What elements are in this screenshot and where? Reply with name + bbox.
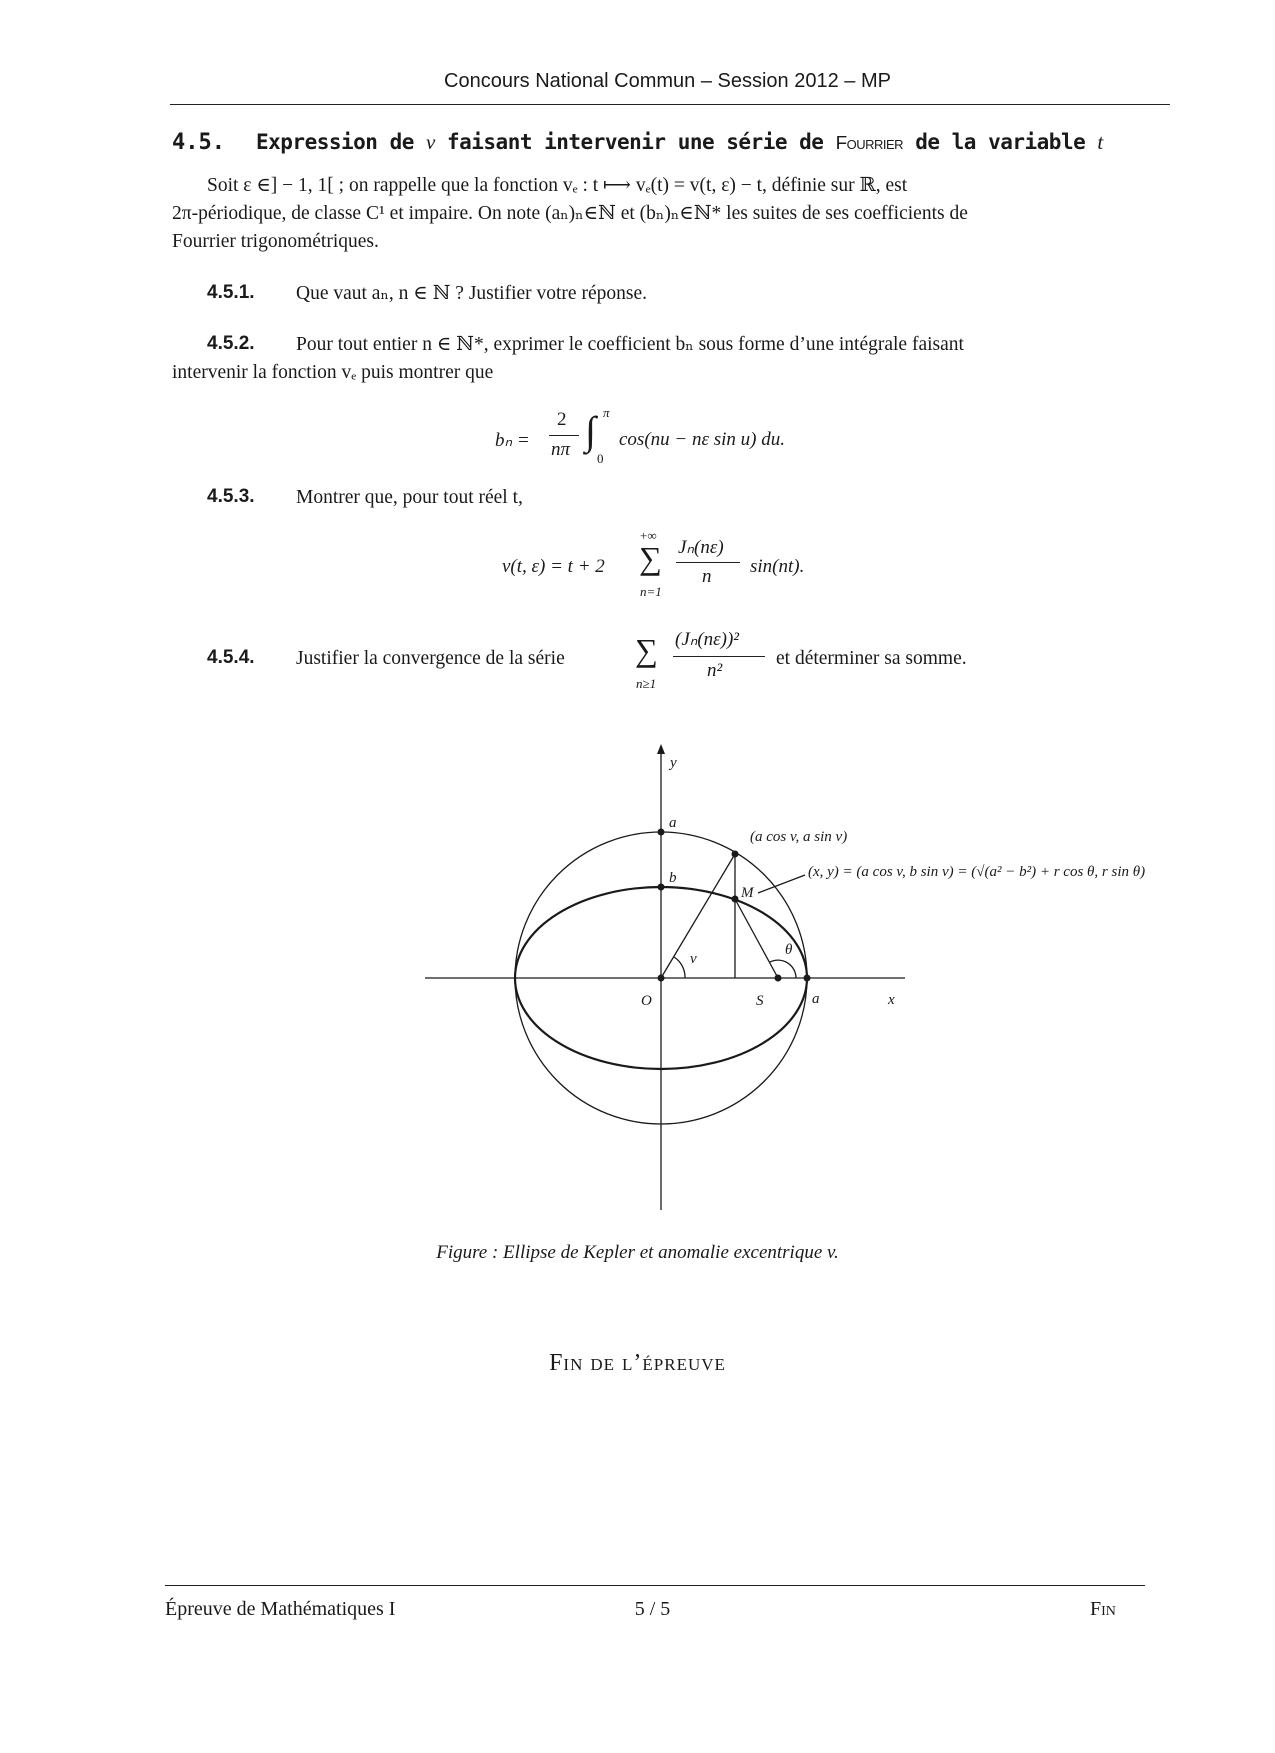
figure-caption: Figure : Ellipse de Kepler et anomalie excentrique v. (436, 1242, 839, 1263)
s-sum-bottom: n≥1 (636, 676, 657, 691)
label-xy: (x, y) = (a cos v, b sin v) = (√(a² − b²) + r cos θ, r sin θ) (808, 864, 1146, 880)
point-b (658, 884, 665, 891)
v-sum-bottom: n=1 (640, 584, 662, 599)
question-4-5-1-text: Que vaut aₙ, n ∈ ℕ ? Justifier votre réponse. (296, 283, 647, 304)
s-fraction-bar (673, 656, 765, 657)
point-focus-S (775, 975, 782, 982)
bn-fraction-num: 2 (557, 409, 567, 430)
s-fraction-den: n² (707, 660, 723, 681)
question-4-5-4-text-before: Justifier la convergence de la série (296, 648, 565, 669)
s-fraction-num: (Jₙ(nε))² (675, 629, 739, 650)
equation-series-sum (635, 620, 775, 696)
label-S: S (756, 993, 764, 1009)
integral-sign: ∫ (585, 408, 596, 453)
kepler-ellipse-figure (0, 740, 1275, 1220)
sum-sign: ∑ (639, 540, 662, 576)
label-a-top: a (669, 815, 677, 831)
angle-theta-arc (770, 960, 796, 978)
point-a-top (658, 829, 665, 836)
point-M (732, 896, 739, 903)
focus-to-M (735, 899, 778, 978)
footer-page-number: 5 / 5 (634, 1598, 671, 1620)
v-fraction-num: Jₙ(nε) (678, 537, 724, 558)
question-4-5-4-number: 4.5.4. (207, 647, 255, 668)
v-sum-top: +∞ (640, 528, 657, 543)
bn-fraction-den: nπ (551, 439, 571, 460)
label-x: x (888, 992, 895, 1008)
v-lhs: v(t, ε) = t + 2 (502, 556, 605, 577)
question-4-5-1-number: 4.5.1. (207, 282, 255, 303)
bn-lower-bound: 0 (597, 451, 604, 466)
sum-sign-2: ∑ (635, 632, 658, 668)
question-4-5-2-line-2: intervenir la fonction vₑ puis montrer que (172, 362, 494, 383)
bn-integrand: cos(nu − nε sin u) du. (619, 429, 785, 450)
v-tail: sin(nt). (750, 556, 805, 577)
footer-rule (165, 1585, 1145, 1586)
bn-upper-bound: π (603, 405, 610, 420)
label-a-right: a (812, 991, 820, 1007)
label-b: b (669, 870, 677, 886)
label-v: v (690, 951, 697, 967)
end-of-exam: Fin de l’épreuve (549, 1350, 726, 1376)
point-circle (732, 851, 739, 858)
label-theta: θ (785, 942, 793, 958)
footer-end-marker: Fin (1090, 1598, 1116, 1620)
question-4-5-4-text-after: et déterminer sa somme. (776, 648, 967, 669)
label-circle-point: (a cos v, a sin v) (750, 829, 848, 845)
running-header: Concours National Commun – Session 2012 – MP (444, 70, 891, 92)
bn-lhs: bₙ = (495, 430, 530, 451)
equation-bn (495, 405, 855, 475)
equation-v-series (502, 528, 862, 608)
point-a-right (804, 975, 811, 982)
intro-line-2: 2π-périodique, de classe C¹ et impaire. On note (aₙ)ₙ∈ℕ et (bₙ)ₙ∈ℕ* les suites de ses coefficients de (172, 203, 968, 224)
question-4-5-2-line-1: Pour tout entier n ∈ ℕ*, exprimer le coefficient bₙ sous forme d’une intégrale faisant (296, 334, 964, 355)
question-4-5-3-number: 4.5.3. (207, 486, 255, 507)
section-title: Expression de v faisant intervenir une série de Fourrier de la variable t (256, 130, 1103, 154)
label-y: y (670, 755, 677, 771)
section-number: 4.5. (172, 130, 225, 155)
point-origin (658, 975, 665, 982)
M-pointer-line (758, 875, 805, 893)
v-fraction-den: n (702, 566, 712, 587)
label-O: O (641, 993, 652, 1009)
intro-line-3: Fourrier trigonométriques. (172, 231, 379, 252)
bn-fraction-bar (549, 435, 579, 436)
v-fraction-bar (676, 562, 740, 563)
question-4-5-3-text: Montrer que, pour tout réel t, (296, 487, 523, 508)
angle-v-arc (674, 957, 685, 978)
footer-exam-name: Épreuve de Mathématiques I (165, 1598, 396, 1620)
intro-line-1: Soit ε ∈] − 1, 1[ ; on rappelle que la fonction vₑ : t ⟼ vₑ(t) = v(t, ε) − t, définie sur ℝ, est (207, 175, 908, 196)
y-axis-arrow (657, 744, 665, 754)
label-M: M (741, 885, 754, 901)
question-4-5-2-number: 4.5.2. (207, 333, 255, 354)
header-rule (170, 104, 1170, 105)
